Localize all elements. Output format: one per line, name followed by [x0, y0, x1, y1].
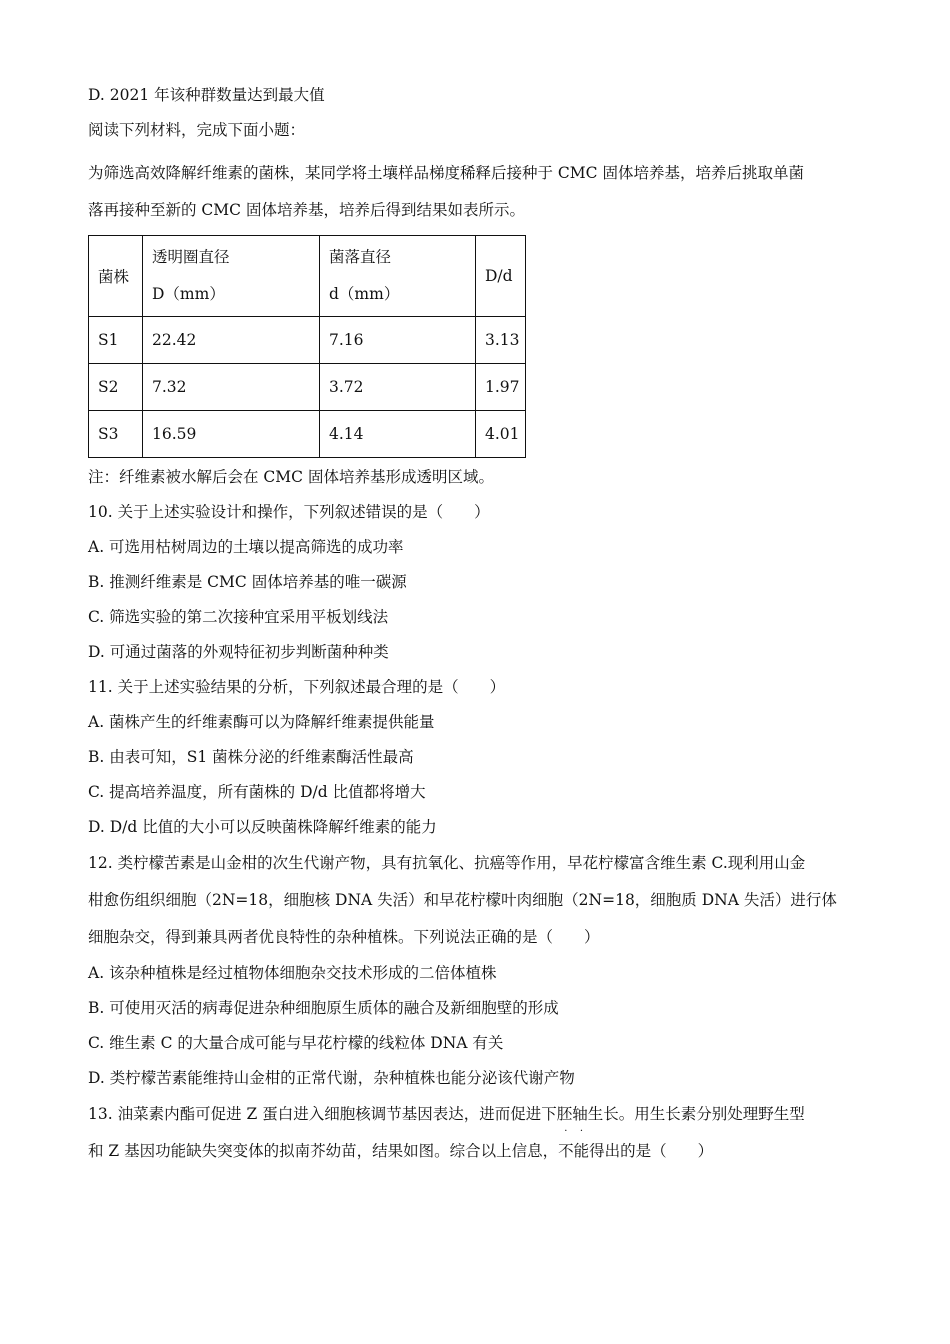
emphasis-char: · 不	[558, 1126, 574, 1160]
cell-colony: 4.14	[320, 411, 476, 458]
reading-instruction: 阅读下列材料，完成下面小题：	[88, 121, 306, 139]
cell-colony: 3.72	[320, 364, 476, 411]
cell-strain: S3	[89, 411, 143, 458]
cell-halo: 7.32	[143, 364, 320, 411]
cell-ratio: 3.13	[476, 317, 526, 364]
question-stem-line: 柑愈伤组织细胞（2N=18，细胞核 DNA 失活）和早花柠檬叶肉细胞（2N=18，细胞质 DNA 失活）进行体	[88, 891, 837, 909]
results-table	[88, 235, 526, 458]
stem-text: 和 Z 基因功能缺失突变体的拟南芥幼苗，结果如图。综合以上信息，	[88, 1142, 559, 1160]
table-row	[89, 364, 526, 411]
question-stem-line	[88, 1126, 858, 1170]
question-12	[88, 845, 858, 1096]
header-ratio: D/d	[476, 236, 526, 317]
cell-strain: S2	[89, 364, 143, 411]
q9-option-d: D. 2021 年该种群数量达到最大值	[88, 86, 325, 104]
option-d: D. 类柠檬苦素能维持山金柑的正常代谢，杂种植株也能分泌该代谢产物	[88, 1069, 575, 1087]
emphasis-dot: ·	[564, 1126, 568, 1137]
cell-colony: 7.16	[320, 317, 476, 364]
document-page	[88, 78, 858, 1170]
question-stem-line: 12. 类柠檬苦素是山金柑的次生代谢产物，具有抗氧化、抗癌等作用，早花柠檬富含维生素 C.现利用山金	[88, 854, 806, 872]
header-colony-diameter: 菌落直径 d（mm）	[320, 236, 476, 317]
header-halo-diameter: 透明圈直径 D（mm）	[143, 236, 320, 317]
table-note: 注：纤维素被水解后会在 CMC 固体培养基形成透明区域。	[88, 468, 494, 486]
header-strain: 菌株	[89, 236, 143, 317]
question-10	[88, 495, 858, 670]
cell-halo: 16.59	[143, 411, 320, 458]
option-d: D. 可通过菌落的外观特征初步判断菌种种类	[88, 643, 389, 661]
emphasis-dot: ·	[579, 1126, 583, 1137]
option-d: D. D/d 比值的大小可以反映菌株降解纤维素的能力	[88, 818, 437, 836]
option-b: B. 由表可知，S1 菌株分泌的纤维素酶活性最高	[88, 748, 414, 766]
table-header-row	[89, 236, 526, 317]
option-a: A. 该杂种植株是经过植物体细胞杂交技术形成的二倍体植株	[88, 964, 497, 982]
option-b: B. 可使用灭活的病毒促进杂种细胞原生质体的融合及新细胞壁的形成	[88, 999, 559, 1017]
question-stem: 11. 关于上述实验结果的分析，下列叙述最合理的是（ ）	[88, 678, 506, 696]
question-11	[88, 670, 858, 845]
question-stem-line: 细胞杂交，得到兼具两者优良特性的杂种植株。下列说法正确的是（ ）	[88, 928, 600, 946]
option-b: B. 推测纤维素是 CMC 固体培养基的唯一碳源	[88, 573, 407, 591]
stem-text: 得出的是（ ）	[589, 1142, 714, 1160]
material-intro	[88, 155, 858, 229]
option-c: C. 维生素 C 的大量合成可能与早花柠檬的线粒体 DNA 有关	[88, 1034, 504, 1052]
intro-line: 落再接种至新的 CMC 固体培养基，培养后得到结果如表所示。	[88, 201, 525, 219]
emphasis-char: · 能	[573, 1126, 590, 1160]
option-a: A. 可选用枯树周边的土壤以提高筛选的成功率	[88, 538, 404, 556]
table-row	[89, 411, 526, 458]
intro-line: 为筛选高效降解纤维素的菌株，某同学将土壤样品梯度稀释后接种于 CMC 固体培养基，培养后挑取单菌	[88, 164, 804, 182]
question-stem-line: 13. 油菜素内酯可促进 Z 蛋白进入细胞核调节基因表达，进而促进下胚轴生长。用生长素分别处理野生型	[88, 1105, 805, 1123]
question-stem: 10. 关于上述实验设计和操作，下列叙述错误的是（ ）	[88, 503, 490, 521]
cell-ratio: 4.01	[476, 411, 526, 458]
option-c: C. 筛选实验的第二次接种宜采用平板划线法	[88, 608, 389, 626]
option-c: C. 提高培养温度，所有菌株的 D/d 比值都将增大	[88, 783, 426, 801]
cell-strain: S1	[89, 317, 143, 364]
cell-ratio: 1.97	[476, 364, 526, 411]
option-a: A. 菌株产生的纤维素酶可以为降解纤维素提供能量	[88, 713, 435, 731]
cell-halo: 22.42	[143, 317, 320, 364]
question-13	[88, 1096, 858, 1170]
table-row	[89, 317, 526, 364]
